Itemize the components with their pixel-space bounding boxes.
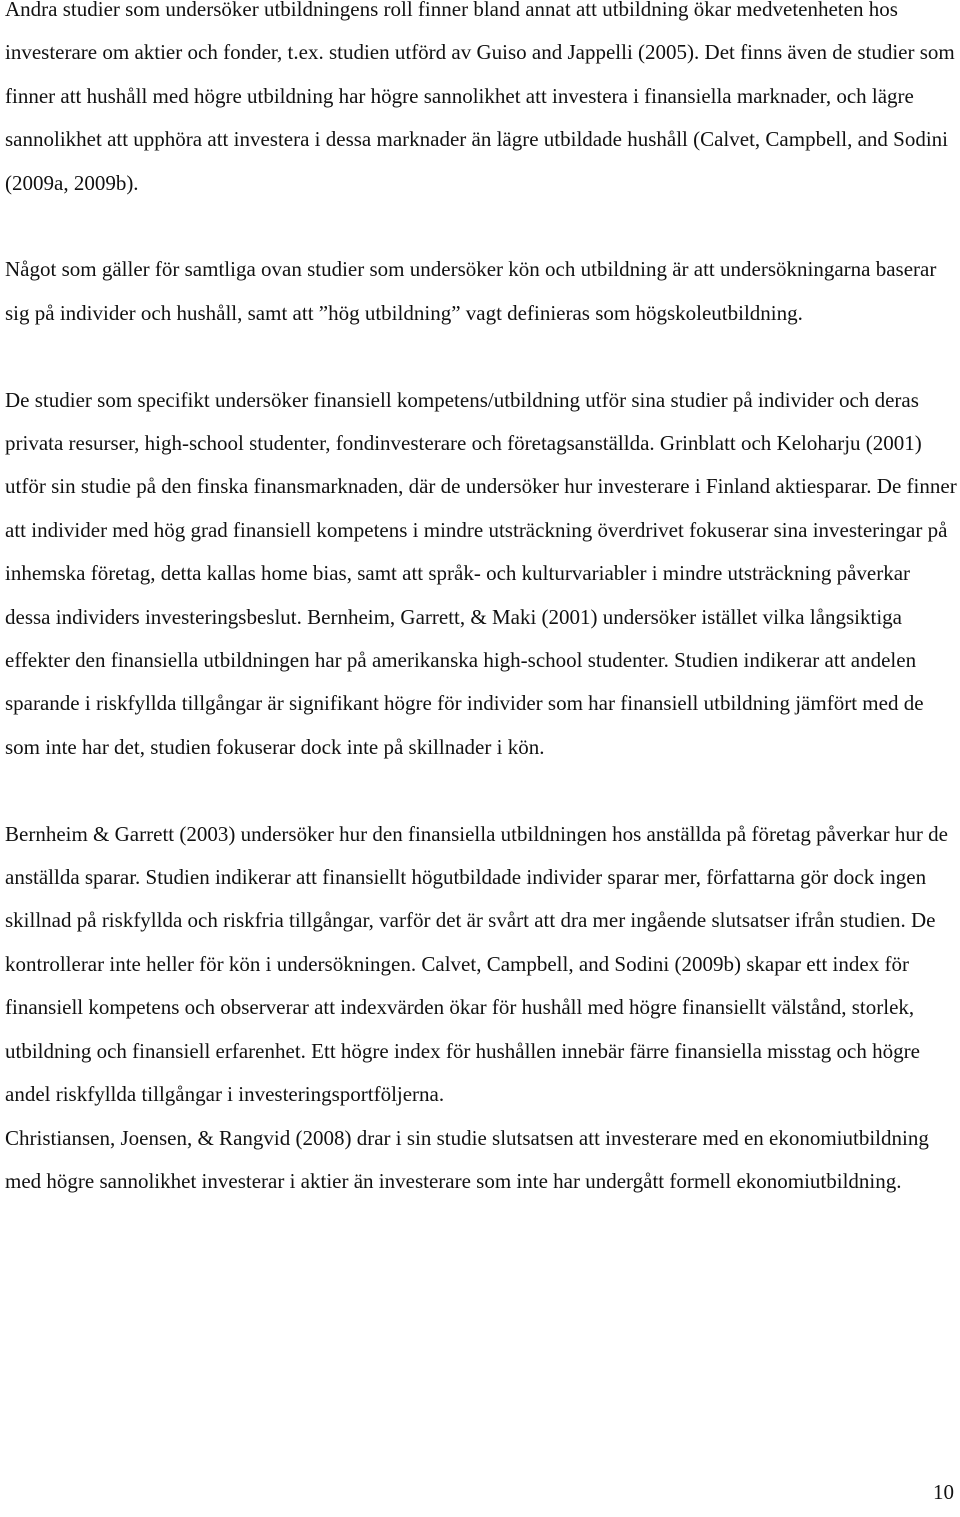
- paragraph-financial-competence: De studier som specifikt undersöker finansiell kompetens/utbildning utför sina studier på individer och deras privata resurser, high-school studenter, fondinvesterare och företagsanställda. Grinblatt och Keloharju (2001) utför sin studie på den finska finansmarknaden, där de undersöker hur investerare i Finland aktiesparar. De finner att individer med hög grad finansiell kompetens i mindre utsträckning överdrivet fokuserar sina investeringar på inhemska företag, detta kallas home bias, samt att språk- och kulturvariabler i mindre utsträckning påverkar dessa individers investeringsbeslut. Bernheim, Garrett, & Maki (2001) undersöker istället vilka långsiktiga effekter den finansiella utbildningen har på amerikanska high-school studenter. Studien indikerar att andelen sparande i riskfyllda tillgångar är signifikant högre för individer som har finansiell utbildning jämfört med de som inte har det, studien fokuserar dock inte på skillnader i kön.: [5, 387, 957, 759]
- paragraph-bernheim-garrett: Bernheim & Garrett (2003) undersöker hur den finansiella utbildningen hos anställda på företag påverkar hur de anställda sparar. Studien indikerar att finansiellt högutbildade individer sparar mer, författarna gör dock ingen skillnad på riskfyllda och riskfria tillgångar, varför det är svårt att dra mer ingående slutsatser ifrån studien. De kontrollerar inte heller för kön i undersökningen. Calvet, Campbell, and Sodini (2009b) skapar ett index för finansiell kompetens och observerar att indexvärden ökar för hushåll med högre finansiellt välstånd, storlek, utbildning och finansiell erfarenhet. Ett högre index för hushållen innebär färre finansiella misstag och högre andel riskfyllda tillgångar i investeringsportföljerna.: [5, 821, 948, 1107]
- document-page: [5, 0, 957, 1247]
- page-number: 10: [933, 1480, 954, 1504]
- paragraph-christiansen: Christiansen, Joensen, & Rangvid (2008) drar i sin studie slutsatsen att investerare med en ekonomiutbildning med högre sannolikhet investerar i aktier än investerare som inte har undergått formell ekonomiutbildning.: [5, 1125, 929, 1193]
- paragraph-common-traits: Något som gäller för samtliga ovan studier som undersöker kön och utbildning är att undersökningarna baserar sig på individer och hushåll, samt att ”hög utbildning” vagt definieras som högskoleutbildning.: [5, 257, 937, 325]
- paragraph-education-studies: Andra studier som undersöker utbildningens roll finner bland annat att utbildning ökar medvetenheten hos investerare om aktier och fonder, t.ex. studien utförd av Guiso and Jappelli (2005). Det finns även de studier som finner att hushåll med högre utbildning har högre sannolikhet att investera i finansiella marknader, och lägre sannolikhet att upphöra att investera i dessa marknader än lägre utbildade hushåll (Calvet, Campbell, and Sodini (2009a, 2009b).: [5, 0, 955, 195]
